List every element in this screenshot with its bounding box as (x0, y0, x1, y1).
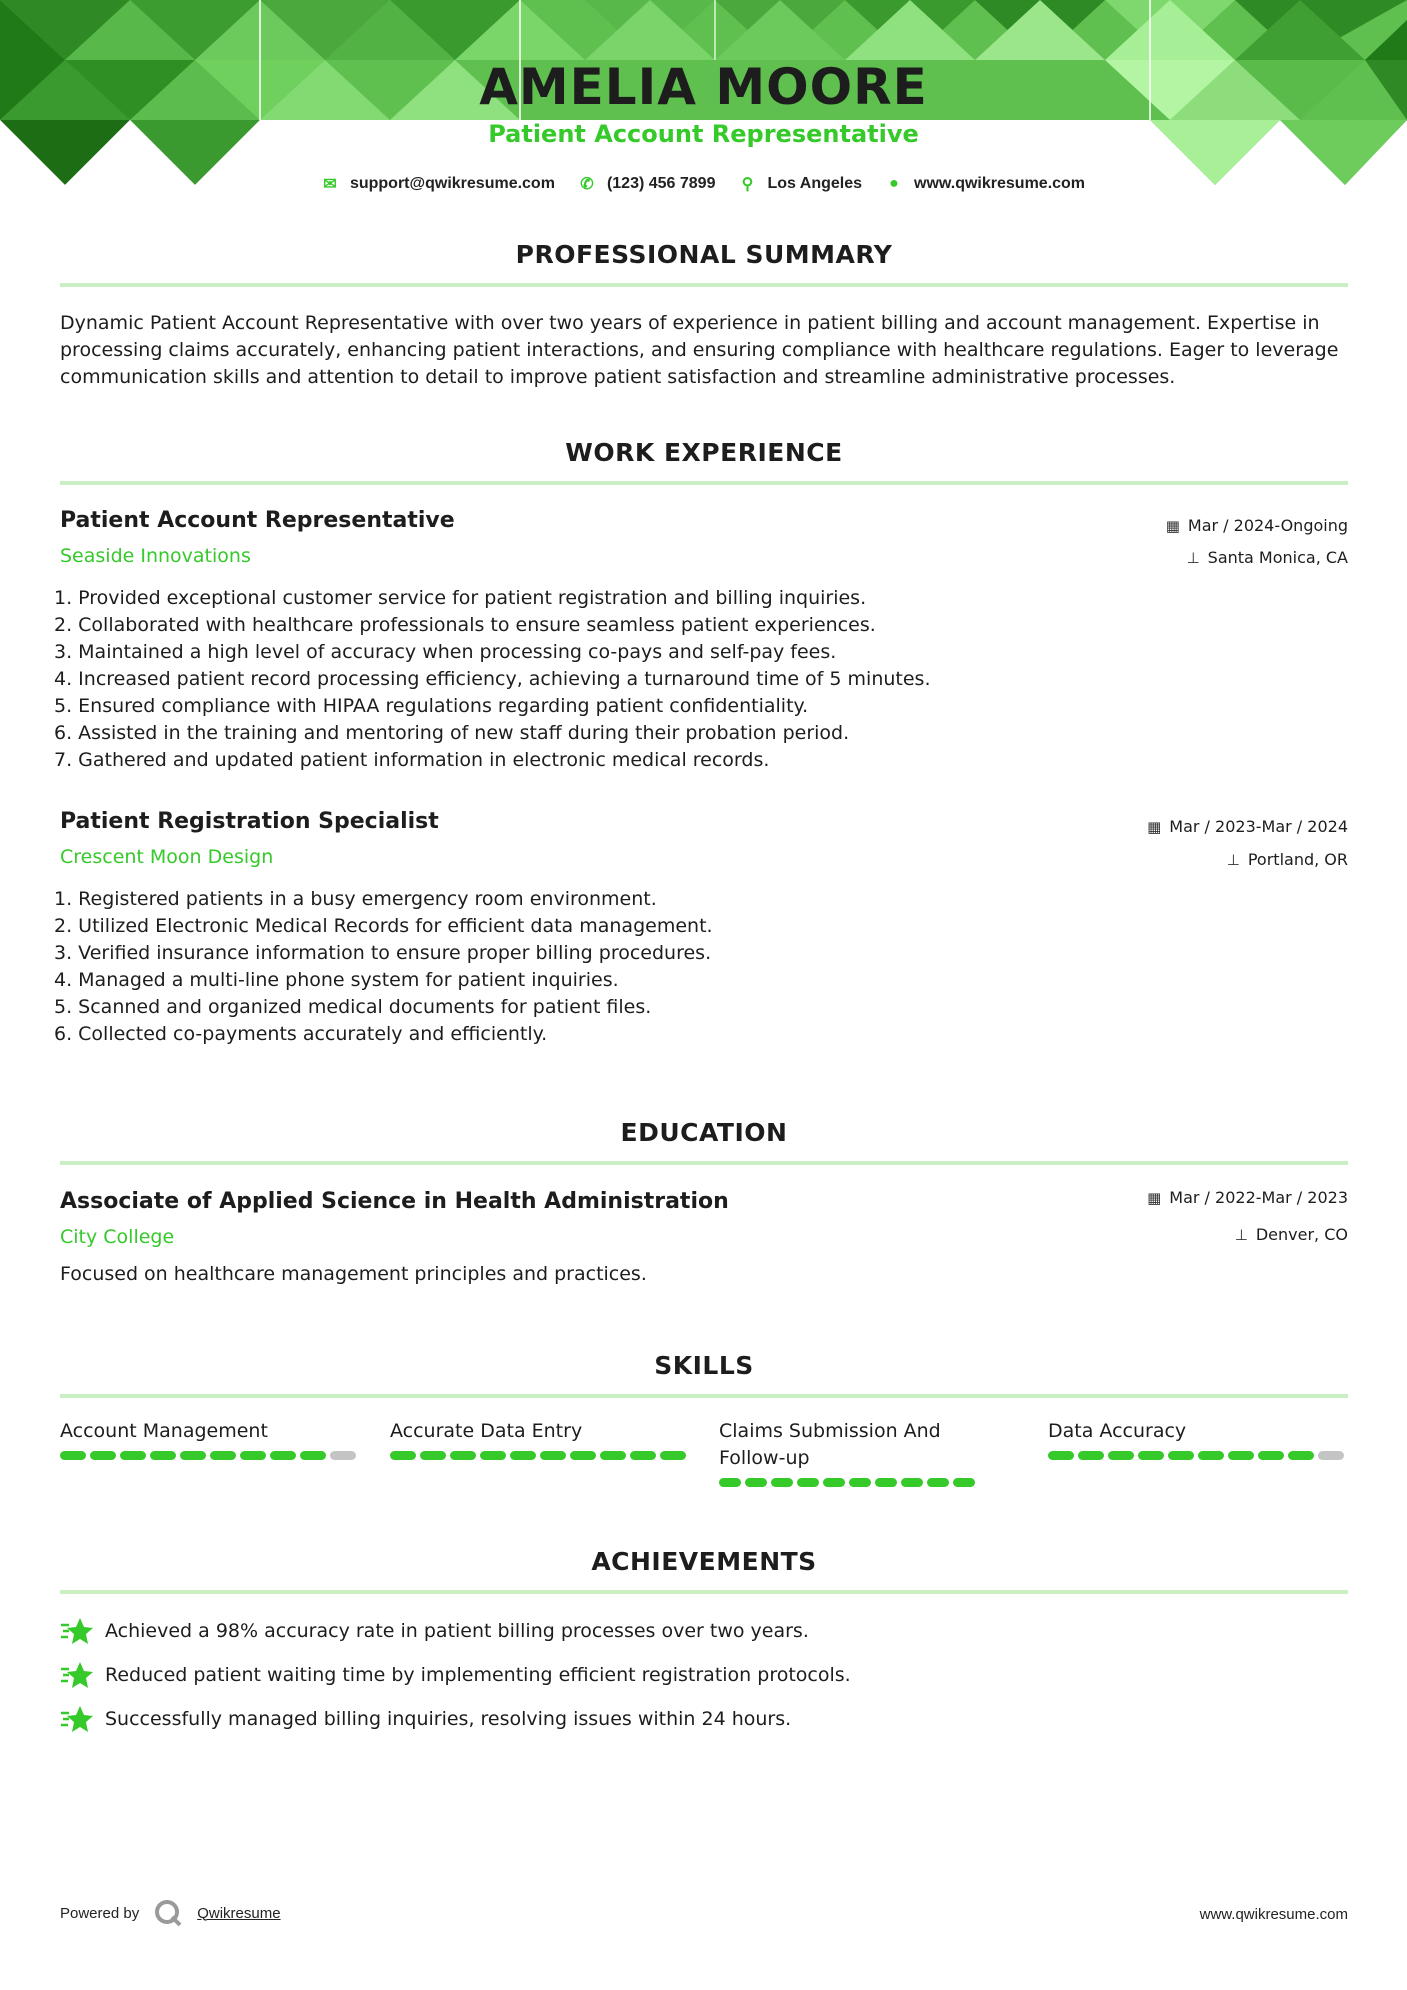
skill-segment-filled (771, 1478, 793, 1487)
calendar-icon: ▦ (1147, 817, 1162, 836)
job-location-text: Portland, OR (1247, 850, 1348, 869)
skill-segment-filled (1078, 1451, 1104, 1460)
candidate-title: Patient Account Representative (488, 120, 919, 148)
skill-segment-filled (823, 1478, 845, 1487)
skill-segment-filled (390, 1451, 416, 1460)
skill-segment-filled (240, 1451, 266, 1460)
education-dates-text: Mar / 2022-Mar / 2023 (1169, 1188, 1348, 1207)
skill-name: Data Accuracy (1048, 1420, 1187, 1442)
candidate-name: AMELIA MOORE (479, 58, 928, 116)
job-title: Patient Registration Specialist (60, 809, 439, 834)
skill-item (390, 1418, 690, 1460)
pin-icon: ⊥ (1186, 548, 1200, 567)
job-location (1187, 548, 1348, 567)
skill-segment-filled (901, 1478, 923, 1487)
contact-bar (0, 174, 1407, 194)
list-item: 1. Provided exceptional customer service for patient registration and billing inquiries. (54, 587, 867, 609)
skill-segment-filled (1198, 1451, 1224, 1460)
job-company: Crescent Moon Design (60, 846, 274, 868)
header-banner (0, 0, 1407, 200)
skill-segment-filled (745, 1478, 767, 1487)
contact-website[interactable] (886, 175, 1085, 193)
globe-icon: ● (889, 175, 899, 192)
achievement-text: Successfully managed billing inquiries, resolving issues within 24 hours. (105, 1708, 792, 1730)
qwikresume-logo-icon (153, 1898, 183, 1928)
skill-item (1048, 1418, 1348, 1460)
list-item: 4. Managed a multi-line phone system for patient inquiries. (54, 969, 619, 991)
skill-segment-filled (953, 1478, 975, 1487)
list-item: 7. Gathered and updated patient information in electronic medical records. (54, 749, 770, 771)
education-location-text: Denver, CO (1255, 1225, 1348, 1244)
skills-heading: SKILLS (654, 1351, 754, 1380)
footer-website[interactable]: www.qwikresume.com (1199, 1906, 1348, 1923)
job-title: Patient Account Representative (60, 508, 455, 533)
skill-segment-filled (300, 1451, 326, 1460)
skill-segment-filled (270, 1451, 296, 1460)
skill-name: Accurate Data Entry (390, 1420, 583, 1442)
experience-heading: WORK EXPERIENCE (565, 438, 843, 467)
calendar-icon: ▦ (1165, 516, 1180, 535)
education-heading: EDUCATION (620, 1118, 788, 1147)
pin-icon: ⊥ (1226, 850, 1240, 869)
location-text: Los Angeles (767, 175, 863, 192)
list-item: 5. Ensured compliance with HIPAA regulations regarding patient confidentiality. (54, 695, 809, 717)
section-divider (60, 1590, 1348, 1594)
skill-segment-filled (600, 1451, 626, 1460)
skill-segment-filled (1168, 1451, 1194, 1460)
skill-segment-filled (1258, 1451, 1284, 1460)
contact-phone[interactable] (579, 174, 716, 194)
skill-segment-filled (420, 1451, 446, 1460)
skill-segment-filled (210, 1451, 236, 1460)
powered-by-label: Powered by (60, 1904, 140, 1922)
degree-title: Associate of Applied Science in Health Administration (60, 1189, 729, 1214)
skill-segment-filled (480, 1451, 506, 1460)
skill-segment-filled (450, 1451, 476, 1460)
star-icon (60, 1660, 94, 1690)
job-bullets (54, 585, 1354, 774)
job-dates-text: Mar / 2023-Mar / 2024 (1169, 817, 1348, 836)
skill-level-bar (719, 1478, 979, 1487)
summary-heading: PROFESSIONAL SUMMARY (515, 240, 893, 269)
skill-segment-empty (330, 1451, 356, 1460)
skill-name: Account Management (60, 1420, 268, 1442)
job-dates (1147, 817, 1348, 836)
email-text: support@qwikresume.com (349, 175, 555, 192)
skill-level-bar (390, 1451, 690, 1460)
achievement-text: Reduced patient waiting time by implementing efficient registration protocols. (105, 1664, 851, 1686)
list-item: 3. Verified insurance information to ensure proper billing procedures. (54, 942, 712, 964)
skill-segment-filled (797, 1478, 819, 1487)
job-dates-text: Mar / 2024-Ongoing (1187, 516, 1348, 535)
star-icon (60, 1704, 94, 1734)
website-text: www.qwikresume.com (914, 175, 1086, 192)
list-item: 2. Collaborated with healthcare professionals to ensure seamless patient experiences. (54, 614, 876, 636)
skill-segment-filled (60, 1451, 86, 1460)
school-name: City College (60, 1226, 175, 1248)
skill-item (60, 1418, 360, 1460)
phone-icon: ✆ (580, 176, 594, 193)
list-item: 3. Maintained a high level of accuracy when processing co-pays and self-pay fees. (54, 641, 837, 663)
job-location-text: Santa Monica, CA (1207, 548, 1348, 567)
section-divider (60, 1394, 1348, 1398)
list-item: 1. Registered patients in a busy emergency room environment. (54, 888, 657, 910)
list-item: 5. Scanned and organized medical documents for patient files. (54, 996, 652, 1018)
skill-level-bar (1048, 1451, 1348, 1460)
map-pin-icon: ⚲ (741, 176, 754, 193)
phone-text: (123) 456 7899 (606, 175, 716, 192)
envelope-icon: ✉ (323, 176, 337, 193)
section-divider (60, 481, 1348, 485)
achievement-text: Achieved a 98% accuracy rate in patient billing processes over two years. (105, 1620, 809, 1642)
summary-text: Dynamic Patient Account Representative with over two years of experience in patient billing and account management. Expertise in processing claims accurately, enhancing patient interactions, and ensuring compliance with healthcare regulations. Eager to leverage communication skills and attention to detail to improve patient satisfaction and streamline administrative processes. (60, 312, 1339, 388)
calendar-icon: ▦ (1147, 1188, 1162, 1207)
skill-segment-filled (90, 1451, 116, 1460)
star-icon (60, 1616, 94, 1646)
skill-segment-filled (875, 1478, 897, 1487)
pin-icon: ⊥ (1234, 1225, 1248, 1244)
skill-item (719, 1418, 979, 1487)
skill-segment-filled (1048, 1451, 1074, 1460)
achievement-item (60, 1704, 791, 1734)
qwikresume-link[interactable]: Qwikresume (197, 1904, 281, 1922)
section-divider (60, 283, 1348, 287)
skill-segment-filled (1138, 1451, 1164, 1460)
list-item: 6. Collected co-payments accurately and efficiently. (54, 1023, 548, 1045)
skill-segment-filled (1288, 1451, 1314, 1460)
list-item: 4. Increased patient record processing efficiency, achieving a turnaround time of 5 minutes. (54, 668, 931, 690)
job-company: Seaside Innovations (60, 545, 251, 567)
skill-segment-filled (570, 1451, 596, 1460)
footer-powered-by (60, 1898, 281, 1928)
skill-segment-filled (120, 1451, 146, 1460)
skill-segment-filled (540, 1451, 566, 1460)
skill-segment-filled (150, 1451, 176, 1460)
list-item: 6. Assisted in the training and mentoring of new staff during their probation period. (54, 722, 850, 744)
list-item: 2. Utilized Electronic Medical Records for efficient data management. (54, 915, 713, 937)
job-location (1227, 850, 1348, 869)
education-dates (1147, 1188, 1348, 1207)
achievement-item (60, 1660, 851, 1690)
job-dates (1166, 516, 1348, 535)
section-divider (60, 1161, 1348, 1165)
contact-location (739, 174, 862, 194)
contact-email[interactable] (322, 174, 555, 194)
education-location (1235, 1225, 1348, 1244)
achievements-heading: ACHIEVEMENTS (591, 1547, 817, 1576)
skill-segment-empty (1318, 1451, 1344, 1460)
skill-segment-filled (660, 1451, 686, 1460)
job-bullets (54, 886, 1354, 1048)
skill-segment-filled (630, 1451, 656, 1460)
skill-segment-filled (1108, 1451, 1134, 1460)
skill-segment-filled (510, 1451, 536, 1460)
skill-segment-filled (1228, 1451, 1254, 1460)
skill-name: Claims Submission And Follow-up (719, 1420, 941, 1469)
education-description: Focused on healthcare management principles and practices. (60, 1263, 647, 1285)
achievement-item (60, 1616, 809, 1646)
skill-segment-filled (927, 1478, 949, 1487)
skill-level-bar (60, 1451, 360, 1460)
skill-segment-filled (180, 1451, 206, 1460)
skill-segment-filled (849, 1478, 871, 1487)
skill-segment-filled (719, 1478, 741, 1487)
